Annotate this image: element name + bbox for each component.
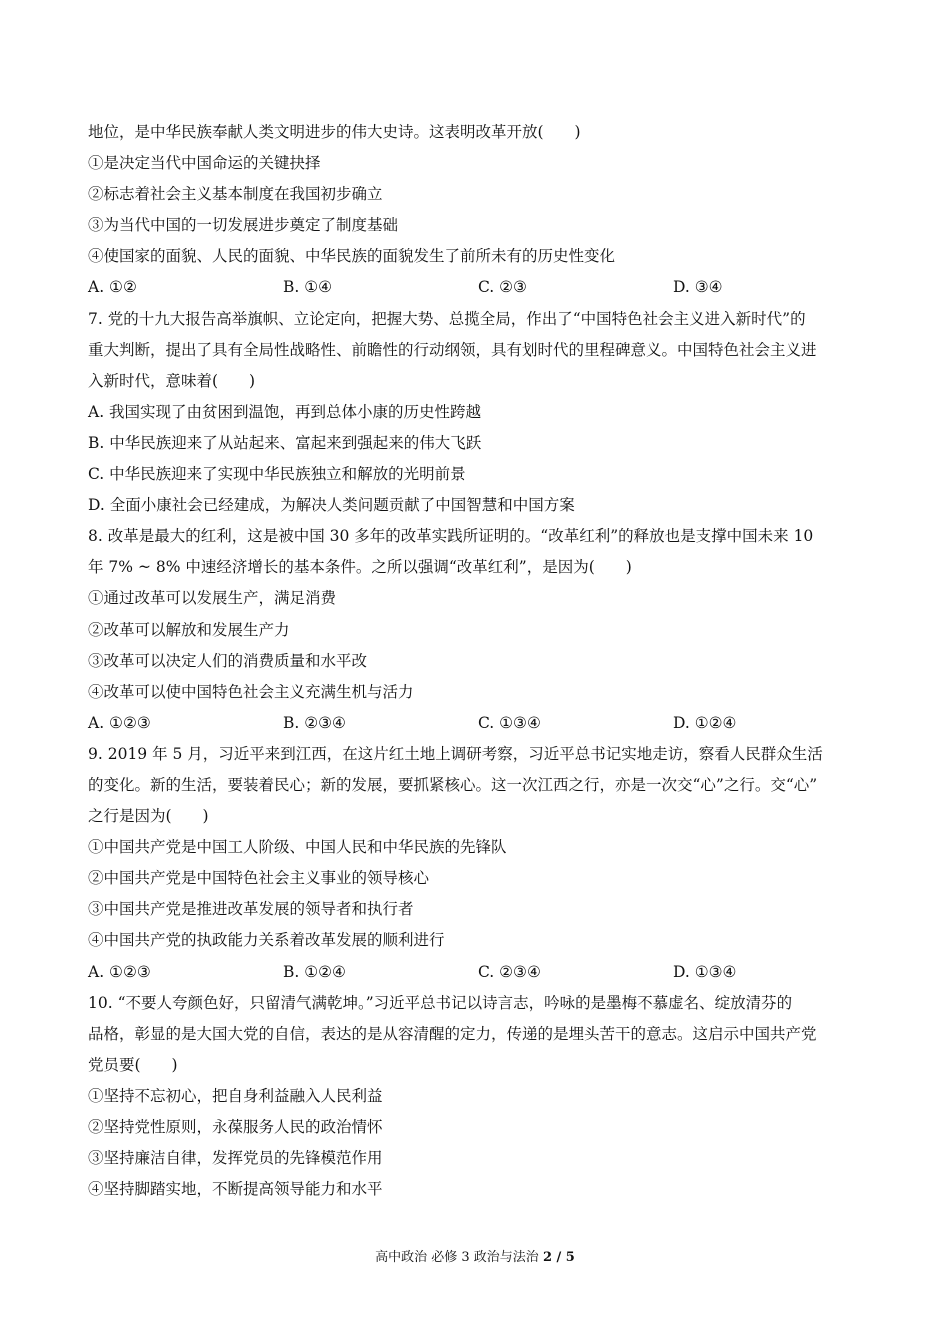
question-stem: 年 7% ~ 8% 中速经济增长的基本条件。之所以强调“改革红利”，是因为( ) bbox=[88, 558, 632, 577]
option-a: A. ①②③ bbox=[88, 962, 151, 981]
statement-item: ②标志着社会主义基本制度在我国初步确立 bbox=[88, 185, 383, 204]
question-stem: 8. 改革是最大的红利，这是被中国 30 多年的改革实践所证明的。“改革红利”的释放也是支撑中国未来 10 bbox=[88, 527, 814, 546]
option-d: D. ①③④ bbox=[673, 962, 737, 981]
question-stem: 品格，彰显的是大国大党的自信，表达的是从容清醒的定力，传递的是埋头苦干的意志。这启示中国共产党 bbox=[88, 1024, 817, 1043]
footer-course: 高中政治 必修 3 政治与法治 bbox=[375, 1250, 543, 1265]
option-a: A. ①②③ bbox=[88, 713, 151, 732]
choice-b: B. 中华民族迎来了从站起来、富起来到强起来的伟大飞跃 bbox=[88, 433, 482, 452]
page-number: 2 / 5 bbox=[542, 1250, 575, 1265]
answer-options bbox=[88, 957, 868, 988]
answer-options bbox=[88, 272, 868, 303]
statement-item: ④坚持脚踏实地，不断提高领导能力和水平 bbox=[88, 1180, 383, 1199]
question-10 bbox=[88, 988, 868, 1206]
statement-item: ④中国共产党的执政能力关系着改革发展的顺利进行 bbox=[88, 931, 445, 950]
option-a: A. ①② bbox=[88, 278, 137, 297]
question-stem: 重大判断，提出了具有全局性战略性、前瞻性的行动纲领，具有划时代的里程碑意义。中国特色社会主义进 bbox=[88, 340, 817, 359]
statement-item: ①通过改革可以发展生产，满足消费 bbox=[88, 589, 337, 608]
statement-item: ①坚持不忘初心，把自身利益融入人民利益 bbox=[88, 1086, 383, 1105]
answer-options bbox=[88, 708, 868, 739]
statement-item: ①中国共产党是中国工人阶级、中国人民和中华民族的先锋队 bbox=[88, 838, 507, 857]
statement-item: ③中国共产党是推进改革发展的领导者和执行者 bbox=[88, 900, 414, 919]
question-stem: 党员要( ) bbox=[88, 1055, 178, 1074]
option-c: C. ①③④ bbox=[478, 713, 541, 732]
statement-item: ①是决定当代中国命运的关键抉择 bbox=[88, 154, 321, 173]
choice-c: C. 中华民族迎来了实现中华民族独立和解放的光明前景 bbox=[88, 465, 466, 484]
question-stem: 10. “不要人夸颜色好，只留清气满乾坤。”习近平总书记以诗言志，吟咏的是墨梅不慕虚名、绽放清芬的 bbox=[88, 993, 793, 1012]
question-stem: 的变化。新的生活，要装着民心；新的发展，要抓紧核心。这一次江西之行，亦是一次交“心”之行。交“心” bbox=[88, 775, 818, 794]
statement-item: ②坚持党性原则，永葆服务人民的政治情怀 bbox=[88, 1118, 383, 1136]
question-7 bbox=[88, 304, 868, 522]
question-stem: 7. 党的十九大报告高举旗帜、立论定向，把握大势、总揽全局，作出了“中国特色社会主义进入新时代”的 bbox=[88, 309, 806, 328]
option-d: D. ③④ bbox=[673, 278, 723, 297]
choice-d: D. 全面小康社会已经建成，为解决人类问题贡献了中国智慧和中国方案 bbox=[88, 496, 575, 515]
option-c: C. ②③④ bbox=[478, 962, 541, 981]
question-stem: 地位，是中华民族奉献人类文明进步的伟大史诗。这表明改革开放( ) bbox=[88, 123, 581, 141]
statement-item: ②中国共产党是中国特色社会主义事业的领导核心 bbox=[88, 869, 430, 888]
exam-page bbox=[88, 117, 868, 1205]
option-b: B. ②③④ bbox=[283, 713, 346, 732]
question-9 bbox=[88, 739, 868, 988]
option-c: C. ②③ bbox=[478, 278, 527, 297]
option-d: D. ①②④ bbox=[673, 713, 737, 732]
question-8 bbox=[88, 521, 868, 739]
choice-a: A. 我国实现了由贫困到温饱，再到总体小康的历史性跨越 bbox=[88, 402, 482, 421]
statement-item: ②改革可以解放和发展生产力 bbox=[88, 620, 290, 639]
statement-item: ③坚持廉洁自律，发挥党员的先锋模范作用 bbox=[88, 1149, 383, 1168]
statement-item: ④改革可以使中国特色社会主义充满生机与活力 bbox=[88, 682, 414, 701]
question-stem: 入新时代，意味着( ) bbox=[88, 371, 256, 390]
statement-item: ④使国家的面貌、人民的面貌、中华民族的面貌发生了前所未有的历史性变化 bbox=[88, 247, 616, 266]
option-b: B. ①④ bbox=[283, 278, 333, 297]
page-footer bbox=[0, 1246, 950, 1265]
question-stem: 之行是因为( ) bbox=[88, 807, 209, 826]
question-6 bbox=[88, 117, 868, 304]
question-stem: 9. 2019 年 5 月，习近平来到江西，在这片红土地上调研考察，习近平总书记实地走访，察看人民群众生活 bbox=[88, 744, 823, 763]
statement-item: ③改革可以决定人们的消费质量和水平改 bbox=[88, 651, 368, 670]
statement-item: ③为当代中国的一切发展进步奠定了制度基础 bbox=[88, 216, 399, 235]
option-b: B. ①②④ bbox=[283, 962, 346, 981]
